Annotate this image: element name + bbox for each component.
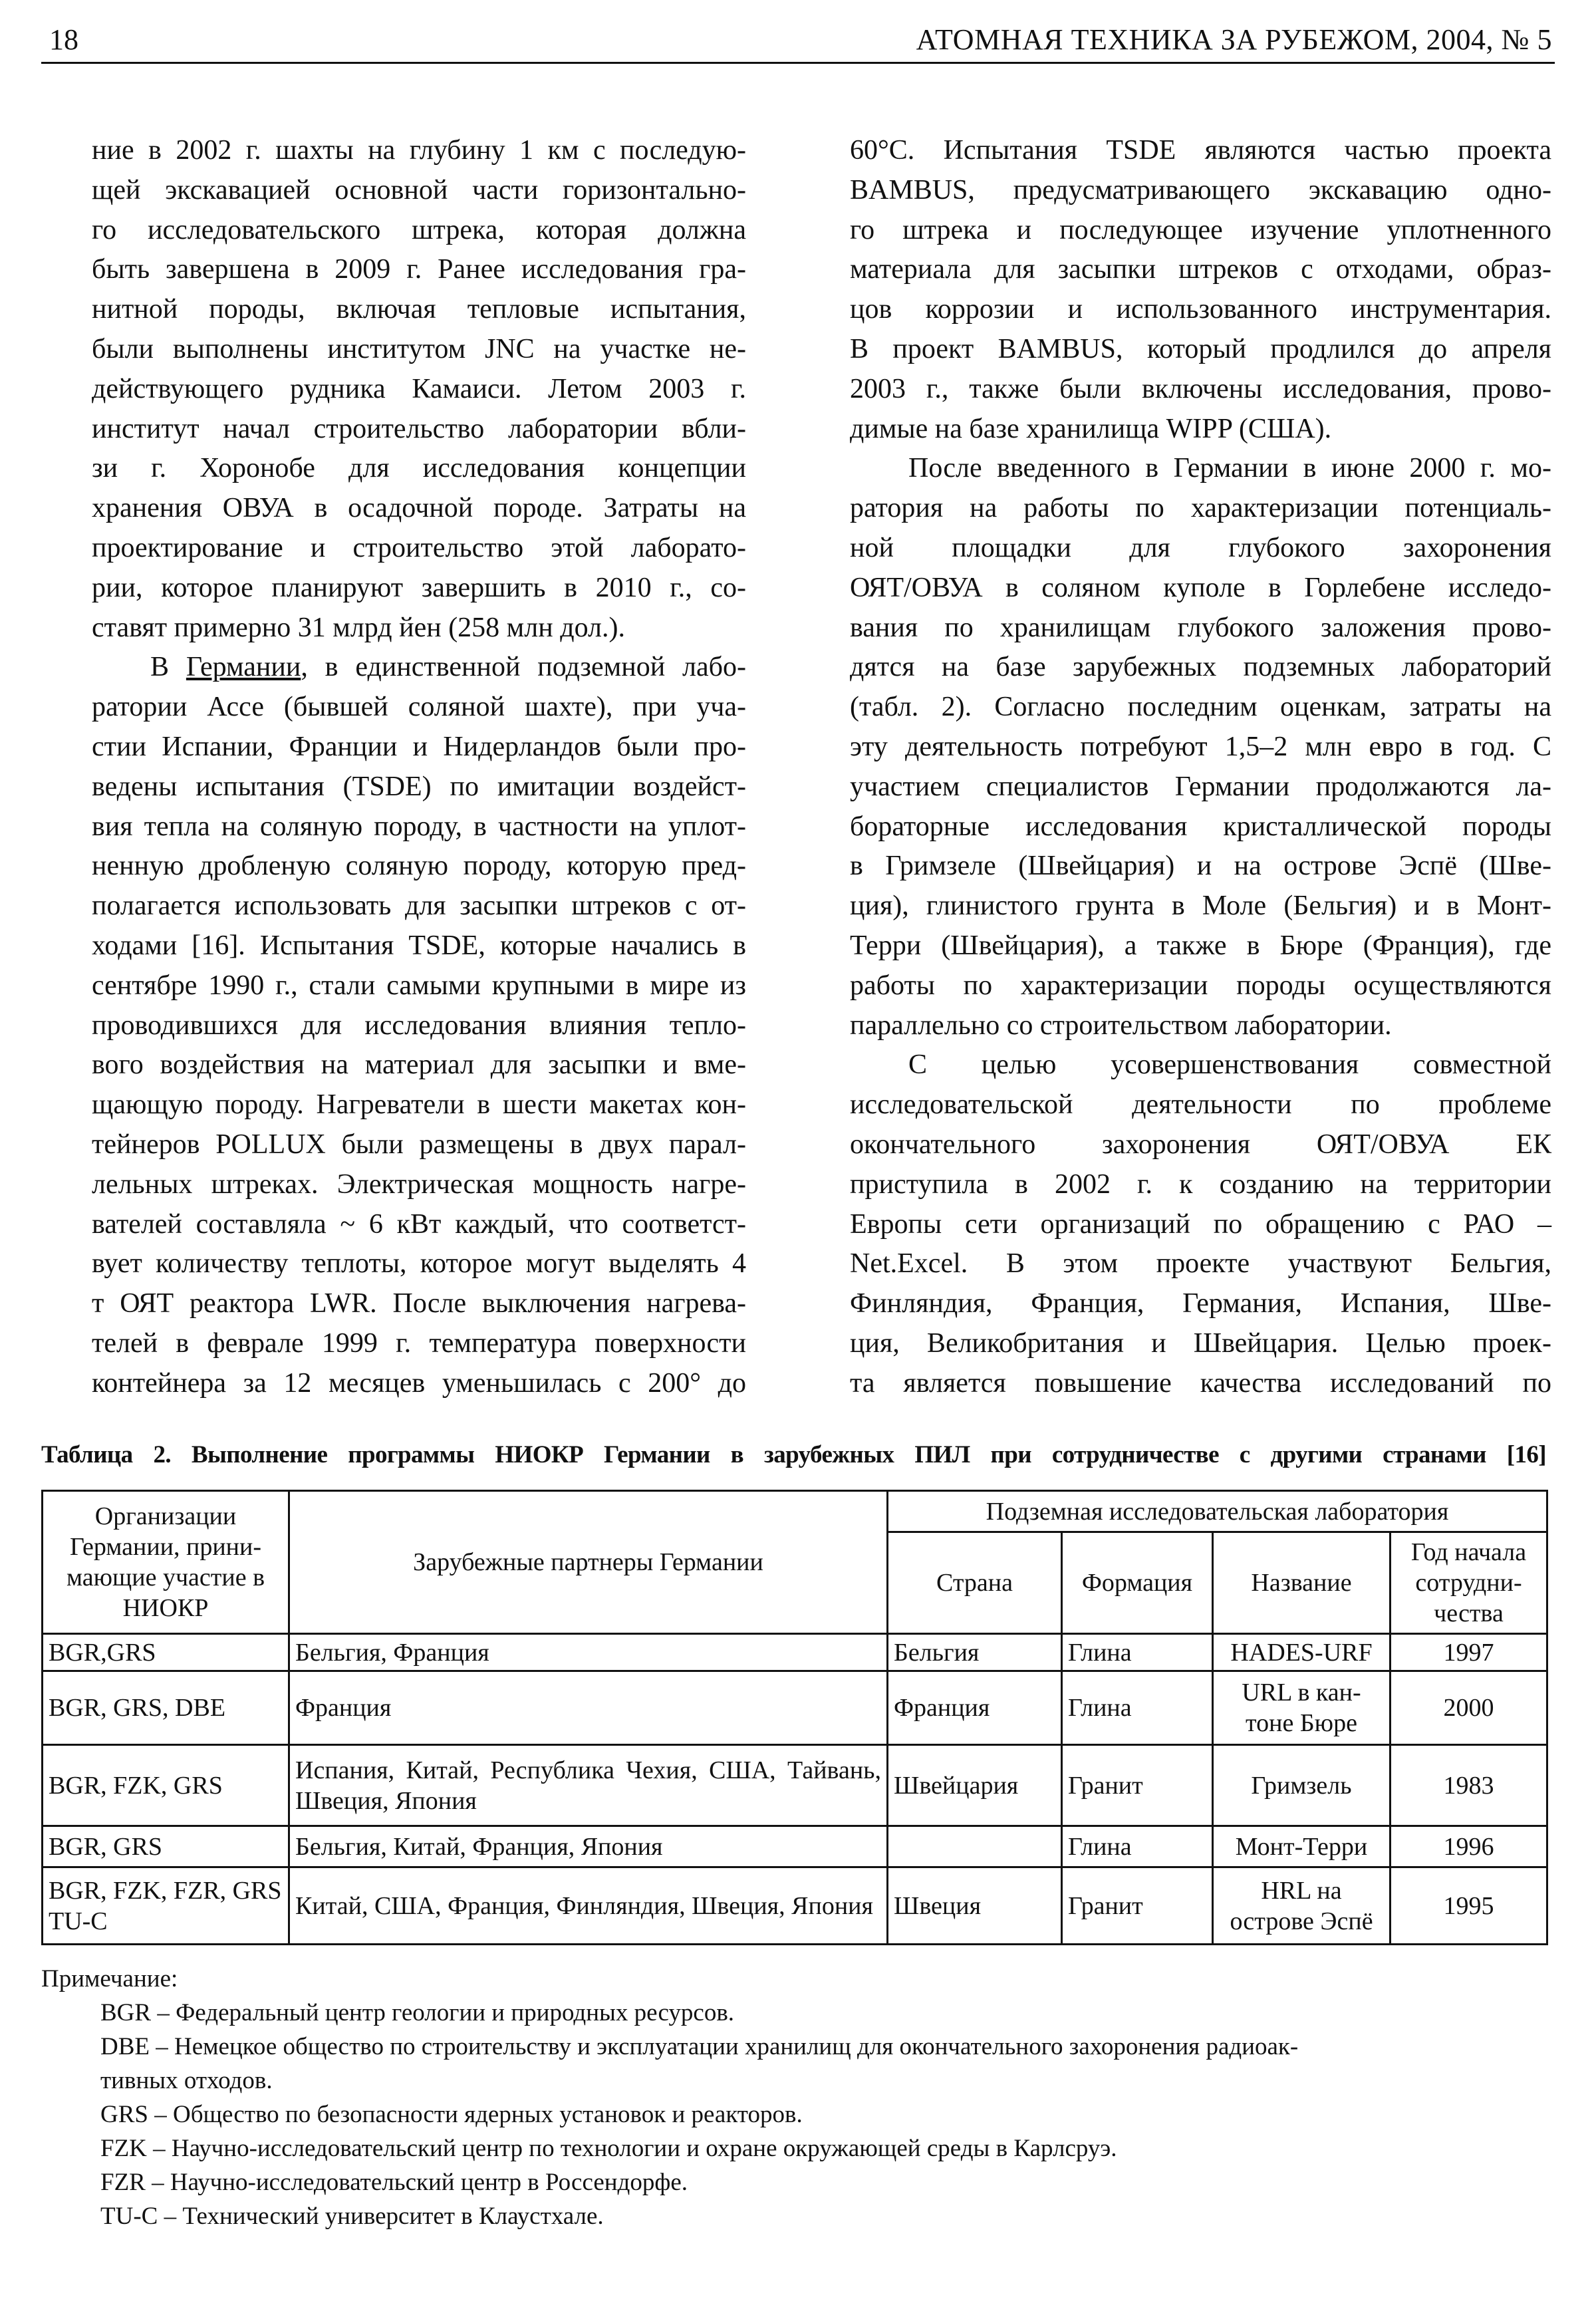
cell-country (888, 1826, 1062, 1867)
cell-name: HRL на острове Эспё (1213, 1867, 1391, 1945)
text-line: ведены испытания (TSDE) по имитации воздейст- (92, 771, 746, 802)
text-fragment: , в единственной подземной лабо- (301, 652, 747, 683)
text-line: ставят примерно 31 млрд йен (258 млн дол.). (92, 612, 625, 643)
cell-formation: Глина (1062, 1826, 1213, 1867)
running-header: АТОМНАЯ ТЕХНИКА ЗА РУБЕЖОМ, 2004, № 5 (916, 23, 1552, 56)
text-line: В проект BAMBUS, который продлился до апреля (850, 333, 1551, 364)
cell-year: 1997 (1391, 1634, 1547, 1671)
cell-year: 2000 (1391, 1671, 1547, 1745)
cell-partners: Китай, США, Франция, Финляндия, Швеция, Япония (289, 1867, 888, 1945)
table-2 (41, 1490, 1548, 1945)
header-partners: Зарубежные партнеры Германии (289, 1491, 888, 1634)
text-line: т ОЯТ реактора LWR. После выключения нагрева- (92, 1288, 746, 1319)
text-line: ние в 2002 г. шахты на глубину 1 км с последую- (92, 135, 746, 166)
table-header-row (43, 1491, 1547, 1532)
cell-year: 1983 (1391, 1745, 1547, 1826)
text-line: BAMBUS, предусматривающего экскавацию одно- (850, 174, 1551, 205)
cell-country: Швейцария (888, 1745, 1062, 1826)
text-line: вого воздействия на материал для засыпки и вме- (92, 1049, 746, 1081)
text-line: стии Испании, Франции и Нидерландов были про- (92, 731, 746, 762)
cell-orgs: BGR,GRS (43, 1634, 289, 1671)
cell-partners: Бельгия, Франция (289, 1634, 888, 1671)
text-line: Терри (Швейцария), а также в Бюре (Франция), где (850, 930, 1551, 961)
cell-name: HADES-URF (1213, 1634, 1391, 1671)
text-line: работы по характеризации породы осуществляются (850, 970, 1551, 1001)
text-line: 60°С. Испытания TSDE являются частью проекта (850, 135, 1551, 166)
header-name: Название (1213, 1532, 1391, 1634)
header-year: Год начала сотрудни-чества (1391, 1532, 1547, 1634)
text-line (92, 647, 746, 687)
text-line: дятся на базе зарубежных подземных лабораторий (850, 652, 1551, 683)
table-notes (41, 1962, 1298, 2233)
header-country: Страна (888, 1532, 1062, 1634)
text-line: димые на базе хранилища WIPP (США). (850, 413, 1332, 444)
cell-year: 1996 (1391, 1826, 1547, 1867)
text-line: Финляндия, Франция, Германия, Испания, Шве- (850, 1288, 1551, 1319)
cell-formation: Глина (1062, 1671, 1213, 1745)
text-line: проектирование и строительство этой лаборато- (92, 532, 746, 563)
text-line: ной площадки для глубокого захоронения (850, 532, 1551, 563)
note-tu-c: TU-C – Технический университет в Клаустхале. (100, 2203, 604, 2230)
text-line: го исследовательского штрека, которая должна (92, 214, 746, 245)
text-line: параллельно со строительством лаборатории. (850, 1010, 1392, 1041)
cell-orgs: BGR, FZK, GRS (43, 1745, 289, 1826)
cell-name: Гримзель (1213, 1745, 1391, 1826)
text-line: ратория на работы по характеризации потенциаль- (850, 493, 1551, 524)
cell-formation: Гранит (1062, 1867, 1213, 1945)
text-line: контейнера за 12 месяцев уменьшилась с 200° до (92, 1367, 746, 1399)
text-line: ция, Великобритания и Швейцария. Целью проек- (850, 1327, 1551, 1359)
text-line: хранения ОВУА в осадочной породе. Затраты на (92, 493, 746, 524)
text-line: приступила в 2002 г. к созданию на территории (850, 1168, 1551, 1200)
cell-country: Швеция (888, 1867, 1062, 1945)
text-line: быть завершена в 2009 г. Ранее исследования гра- (92, 254, 746, 285)
text-line: ция), глинистого грунта в Моле (Бельгия) и в Монт- (850, 890, 1551, 922)
text-line: (табл. 2). Согласно последним оценкам, затраты на (850, 692, 1551, 723)
cell-orgs: BGR, FZK, FZR, GRS TU-C (43, 1867, 289, 1945)
text-line: исследовательской деятельности по проблеме (850, 1089, 1551, 1121)
table-row (43, 1671, 1547, 1745)
cell-formation: Глина (1062, 1634, 1213, 1671)
text-line: нитной породы, включая тепловые испытания, (92, 294, 746, 325)
text-line: го штрека и последующее изучение уплотненного (850, 214, 1551, 245)
underlined-country: Германии (186, 652, 301, 683)
text-line: были выполнены институтом JNC на участке не- (92, 333, 746, 364)
header-formation: Формация (1062, 1532, 1213, 1634)
text-line: сентябре 1990 г., стали самыми крупными в мире из (92, 970, 746, 1001)
cell-orgs: BGR, GRS, DBE (43, 1671, 289, 1745)
text-line: вателей составляла ~ 6 кВт каждый, что соответст- (92, 1208, 746, 1240)
cell-partners: Испания, Китай, Республика Чехия, США, Тайвань, Швеция, Япония (289, 1745, 888, 1826)
text-line: участием специалистов Германии продолжаются ла- (850, 771, 1551, 802)
cell-name: Монт-Терри (1213, 1826, 1391, 1867)
text-line: ратории Ассе (бывшей соляной шахте), при уча- (92, 692, 746, 723)
text-line: ОЯТ/ОВУА в соляном куполе в Горлебене исследо- (850, 572, 1551, 603)
text-line: цов коррозии и использованного инструментария. (850, 294, 1551, 325)
cell-partners: Франция (289, 1671, 888, 1745)
text-line: действующего рудника Камаиси. Летом 2003 г. (92, 373, 746, 404)
note-dbe: DBE – Немецкое общество по строительству и эксплуатации хранилищ для окончательного захоронения радиоак- (100, 2033, 1299, 2060)
text-line: Net.Excel. В этом проекте участвуют Бельгия, (850, 1248, 1551, 1280)
text-line: После введенного в Германии в июне 2000 г. мо- (908, 453, 1551, 484)
table-caption: Таблица 2. Выполнение программы НИОКР Германии в зарубежных ПИЛ при сотрудничестве с другими странами [16] (41, 1441, 1546, 1468)
table-row (43, 1867, 1547, 1945)
text-line: телей в феврале 1999 г. температура поверхности (92, 1327, 746, 1359)
text-line: институт начал строительство лаборатории вбли- (92, 413, 746, 444)
text-line: С целью усовершенствования совместной (908, 1049, 1551, 1081)
note-bgr: BGR – Федеральный центр геологии и природных ресурсов. (100, 1999, 735, 2026)
note-fzk: FZK – Научно-исследовательский центр по технологии и охране окружающей среды в Карлсруэ. (100, 2135, 1117, 2162)
notes-title: Примечание: (41, 1965, 178, 1992)
table-row (43, 1634, 1547, 1671)
text-line: Европы сети организаций по обращению с РАО – (850, 1208, 1551, 1240)
cell-country: Бельгия (888, 1634, 1062, 1671)
cell-formation: Гранит (1062, 1745, 1213, 1826)
table-row (43, 1745, 1547, 1826)
text-fragment: В (150, 652, 186, 683)
text-line: 2003 г., также были включены исследования, прово- (850, 373, 1551, 404)
cell-year: 1995 (1391, 1867, 1547, 1945)
text-line: эту деятельность потребуют 1,5–2 млн евро в год. С (850, 731, 1551, 762)
text-line: ходами [16]. Испытания TSDE, которые начались в (92, 930, 746, 961)
text-line: бораторные исследования кристаллической породы (850, 811, 1551, 842)
table-row (43, 1826, 1547, 1867)
text-line: щающую породу. Нагреватели в шести макетах кон- (92, 1089, 746, 1121)
header-lab-group: Подземная исследовательская лаборатория (888, 1491, 1547, 1532)
header-rule (41, 62, 1555, 64)
text-line: проводившихся для исследования влияния тепло- (92, 1010, 746, 1041)
right-column (850, 130, 1551, 1403)
cell-country: Франция (888, 1671, 1062, 1745)
text-line: рии, которое планируют завершить в 2010 г., со- (92, 572, 746, 603)
text-line: вует количеству теплоты, которое могут выделять 4 (92, 1248, 746, 1280)
text-line: щей экскавацией основной части горизонтально- (92, 174, 746, 205)
text-line: материала для засыпки штреков с отходами, образ- (850, 254, 1551, 285)
note-dbe-continuation: тивных отходов. (100, 2067, 273, 2094)
text-line: та является повышение качества исследований по (850, 1367, 1551, 1399)
text-line: в Гримзеле (Швейцария) и на острове Эспё (Шве- (850, 851, 1551, 882)
text-line: вания по хранилищам глубокого заложения прово- (850, 612, 1551, 643)
note-grs: GRS – Общество по безопасности ядерных установок и реакторов. (100, 2101, 803, 2128)
text-line: ненную дробленую соляную породу, которую пред- (92, 851, 746, 882)
cell-partners: Бельгия, Китай, Франция, Япония (289, 1826, 888, 1867)
cell-name: URL в кан-тоне Бюре (1213, 1671, 1391, 1745)
cell-orgs: BGR, GRS (43, 1826, 289, 1867)
page-number: 18 (49, 23, 78, 56)
text-line: лельных штреках. Электрическая мощность нагре- (92, 1168, 746, 1200)
note-fzr: FZR – Научно-исследовательский центр в Россендорфе. (100, 2169, 688, 2196)
header-orgs: Организации Германии, прини-мающие участие в НИОКР (43, 1491, 289, 1634)
text-line: зи г. Хоронобе для исследования концепции (92, 453, 746, 484)
left-column (92, 130, 746, 1403)
text-line: окончательного захоронения ОЯТ/ОВУА ЕК (850, 1129, 1551, 1160)
text-line: тейнеров POLLUX были размещены в двух парал- (92, 1129, 746, 1160)
text-line: полагается использовать для засыпки штреков с от- (92, 890, 746, 922)
text-line: вия тепла на соляную породу, в частности на уплот- (92, 811, 746, 842)
